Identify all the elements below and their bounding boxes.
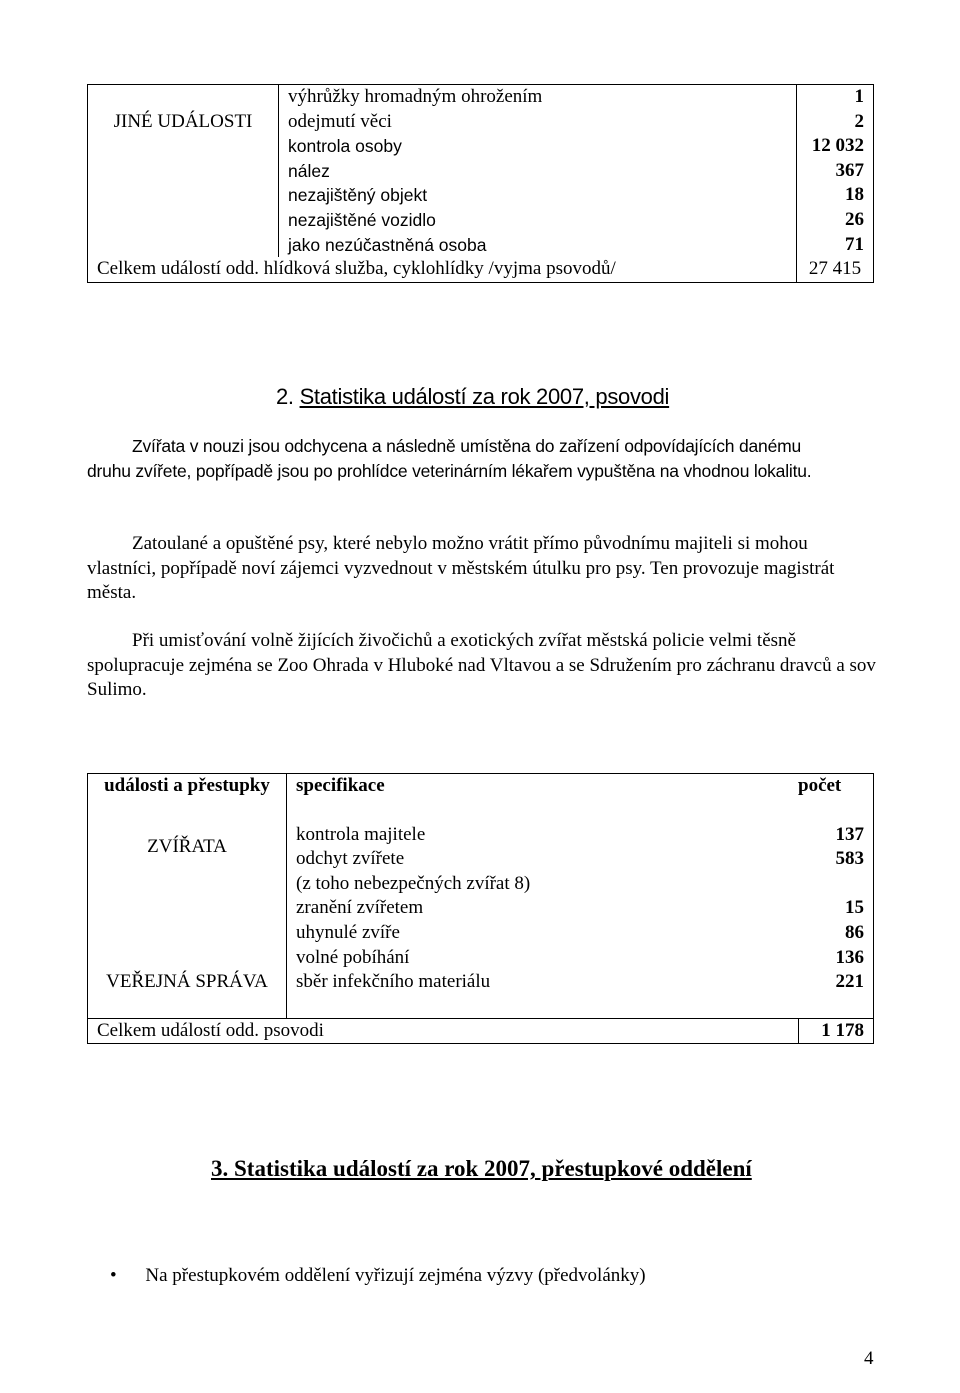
bullet-item <box>110 1265 646 1287</box>
category-label: JINÉ UDÁLOSTI <box>88 110 279 135</box>
events-table-1 <box>87 84 874 283</box>
table-row-value: 367 <box>835 159 864 181</box>
group-animals: ZVÍŘATA <box>88 823 287 872</box>
table-row-label: kontrola osoby <box>279 134 797 159</box>
table-row-value: 15 <box>845 897 864 919</box>
header-specification: specifikace <box>296 775 385 796</box>
group-public-administration: VEŘEJNÁ SPRÁVA <box>88 970 287 995</box>
section-2-heading <box>276 384 669 410</box>
table-row-label: nezajištěné vozidlo <box>279 208 797 233</box>
paragraph: Zatoulané a opuštěné psy, které nebylo možno vrátit přímo původnímu majiteli si mohou vlastníci, popřípadě noví zájemci vyzvednout v městském útulku pro psy. Ten provozuje magistrát města. <box>87 533 835 603</box>
table-row-label: sběr infekčního materiálu <box>296 971 491 993</box>
table-row-value: 136 <box>835 946 864 968</box>
table-row-value: 18 <box>845 184 864 206</box>
table2-total-label: Celkem událostí odd. psovodi <box>88 1018 799 1044</box>
bullet-icon: • <box>110 1265 117 1286</box>
paragraph: Při umisťování volně žijících živočichů a exotických zvířat městská policie velmi těsně spolupracuje zejména se Zoo Ohrada v Hluboké nad Vltavou a se Sdružením pro záchranu dravců a sov Sulimo. <box>87 630 876 700</box>
table-row-value: 1 <box>854 86 864 107</box>
table-row-value: 583 <box>835 848 864 870</box>
table1-total-label: Celkem událostí odd. hlídková služba, cyklohlídky /vyjma psovodů/ <box>97 258 616 280</box>
table1-total-value: 27 415 <box>797 257 874 282</box>
section-2-title: Statistika událostí za rok 2007, psovodi <box>299 384 670 409</box>
paragraph: Zvířata v nouzi jsou odchycena a následně umístěna do zařízení odpovídajících danému druhu zvířete, popřípadě jsou po prohlídce veterinárním lékařem vypuštěna na vhodnou lokalitu. <box>87 436 812 481</box>
table-row-value: 2 <box>854 110 864 132</box>
table-row-label: uhynulé zvíře <box>296 921 400 943</box>
header-events: události a přestupky <box>88 774 287 823</box>
table-row-value: 71 <box>845 233 864 255</box>
table-row-label: odejmutí věci <box>279 110 797 135</box>
table-row-label: nezajištěný objekt <box>279 183 797 208</box>
section-2-number: 2. <box>276 384 294 409</box>
table-row-label: odchyt zvířete <box>296 848 405 870</box>
table-row-value: 221 <box>835 971 864 993</box>
page-number: 4 <box>864 1348 874 1369</box>
table-row-value: 86 <box>845 921 864 943</box>
table-row-value: 137 <box>835 823 864 845</box>
table-row-label: (z toho nebezpečných zvířat 8) <box>296 872 531 894</box>
header-count: počet <box>798 775 842 796</box>
table-row-value: 26 <box>845 208 864 230</box>
table-row-value: 12 032 <box>811 135 864 157</box>
events-table-2 <box>87 773 874 1044</box>
section-3-heading-text: 3. Statistika událostí za rok 2007, přestupkové oddělení <box>211 1156 752 1181</box>
table-row-label: volné pobíhání <box>296 946 410 968</box>
bullet-text: Na přestupkovém oddělení vyřizují zejména výzvy (předvolánky) <box>145 1265 646 1286</box>
table-row-label: výhrůžky hromadným ohrožením <box>279 85 797 110</box>
table-row-label: zranění zvířetem <box>296 897 424 919</box>
table-row-label: nález <box>279 159 797 184</box>
table-row-label: jako nezúčastněná osoba <box>279 233 797 258</box>
section-3-heading <box>211 1156 752 1182</box>
table2-total-value: 1 178 <box>798 1018 874 1044</box>
table-row-label: kontrola majitele <box>296 823 426 845</box>
